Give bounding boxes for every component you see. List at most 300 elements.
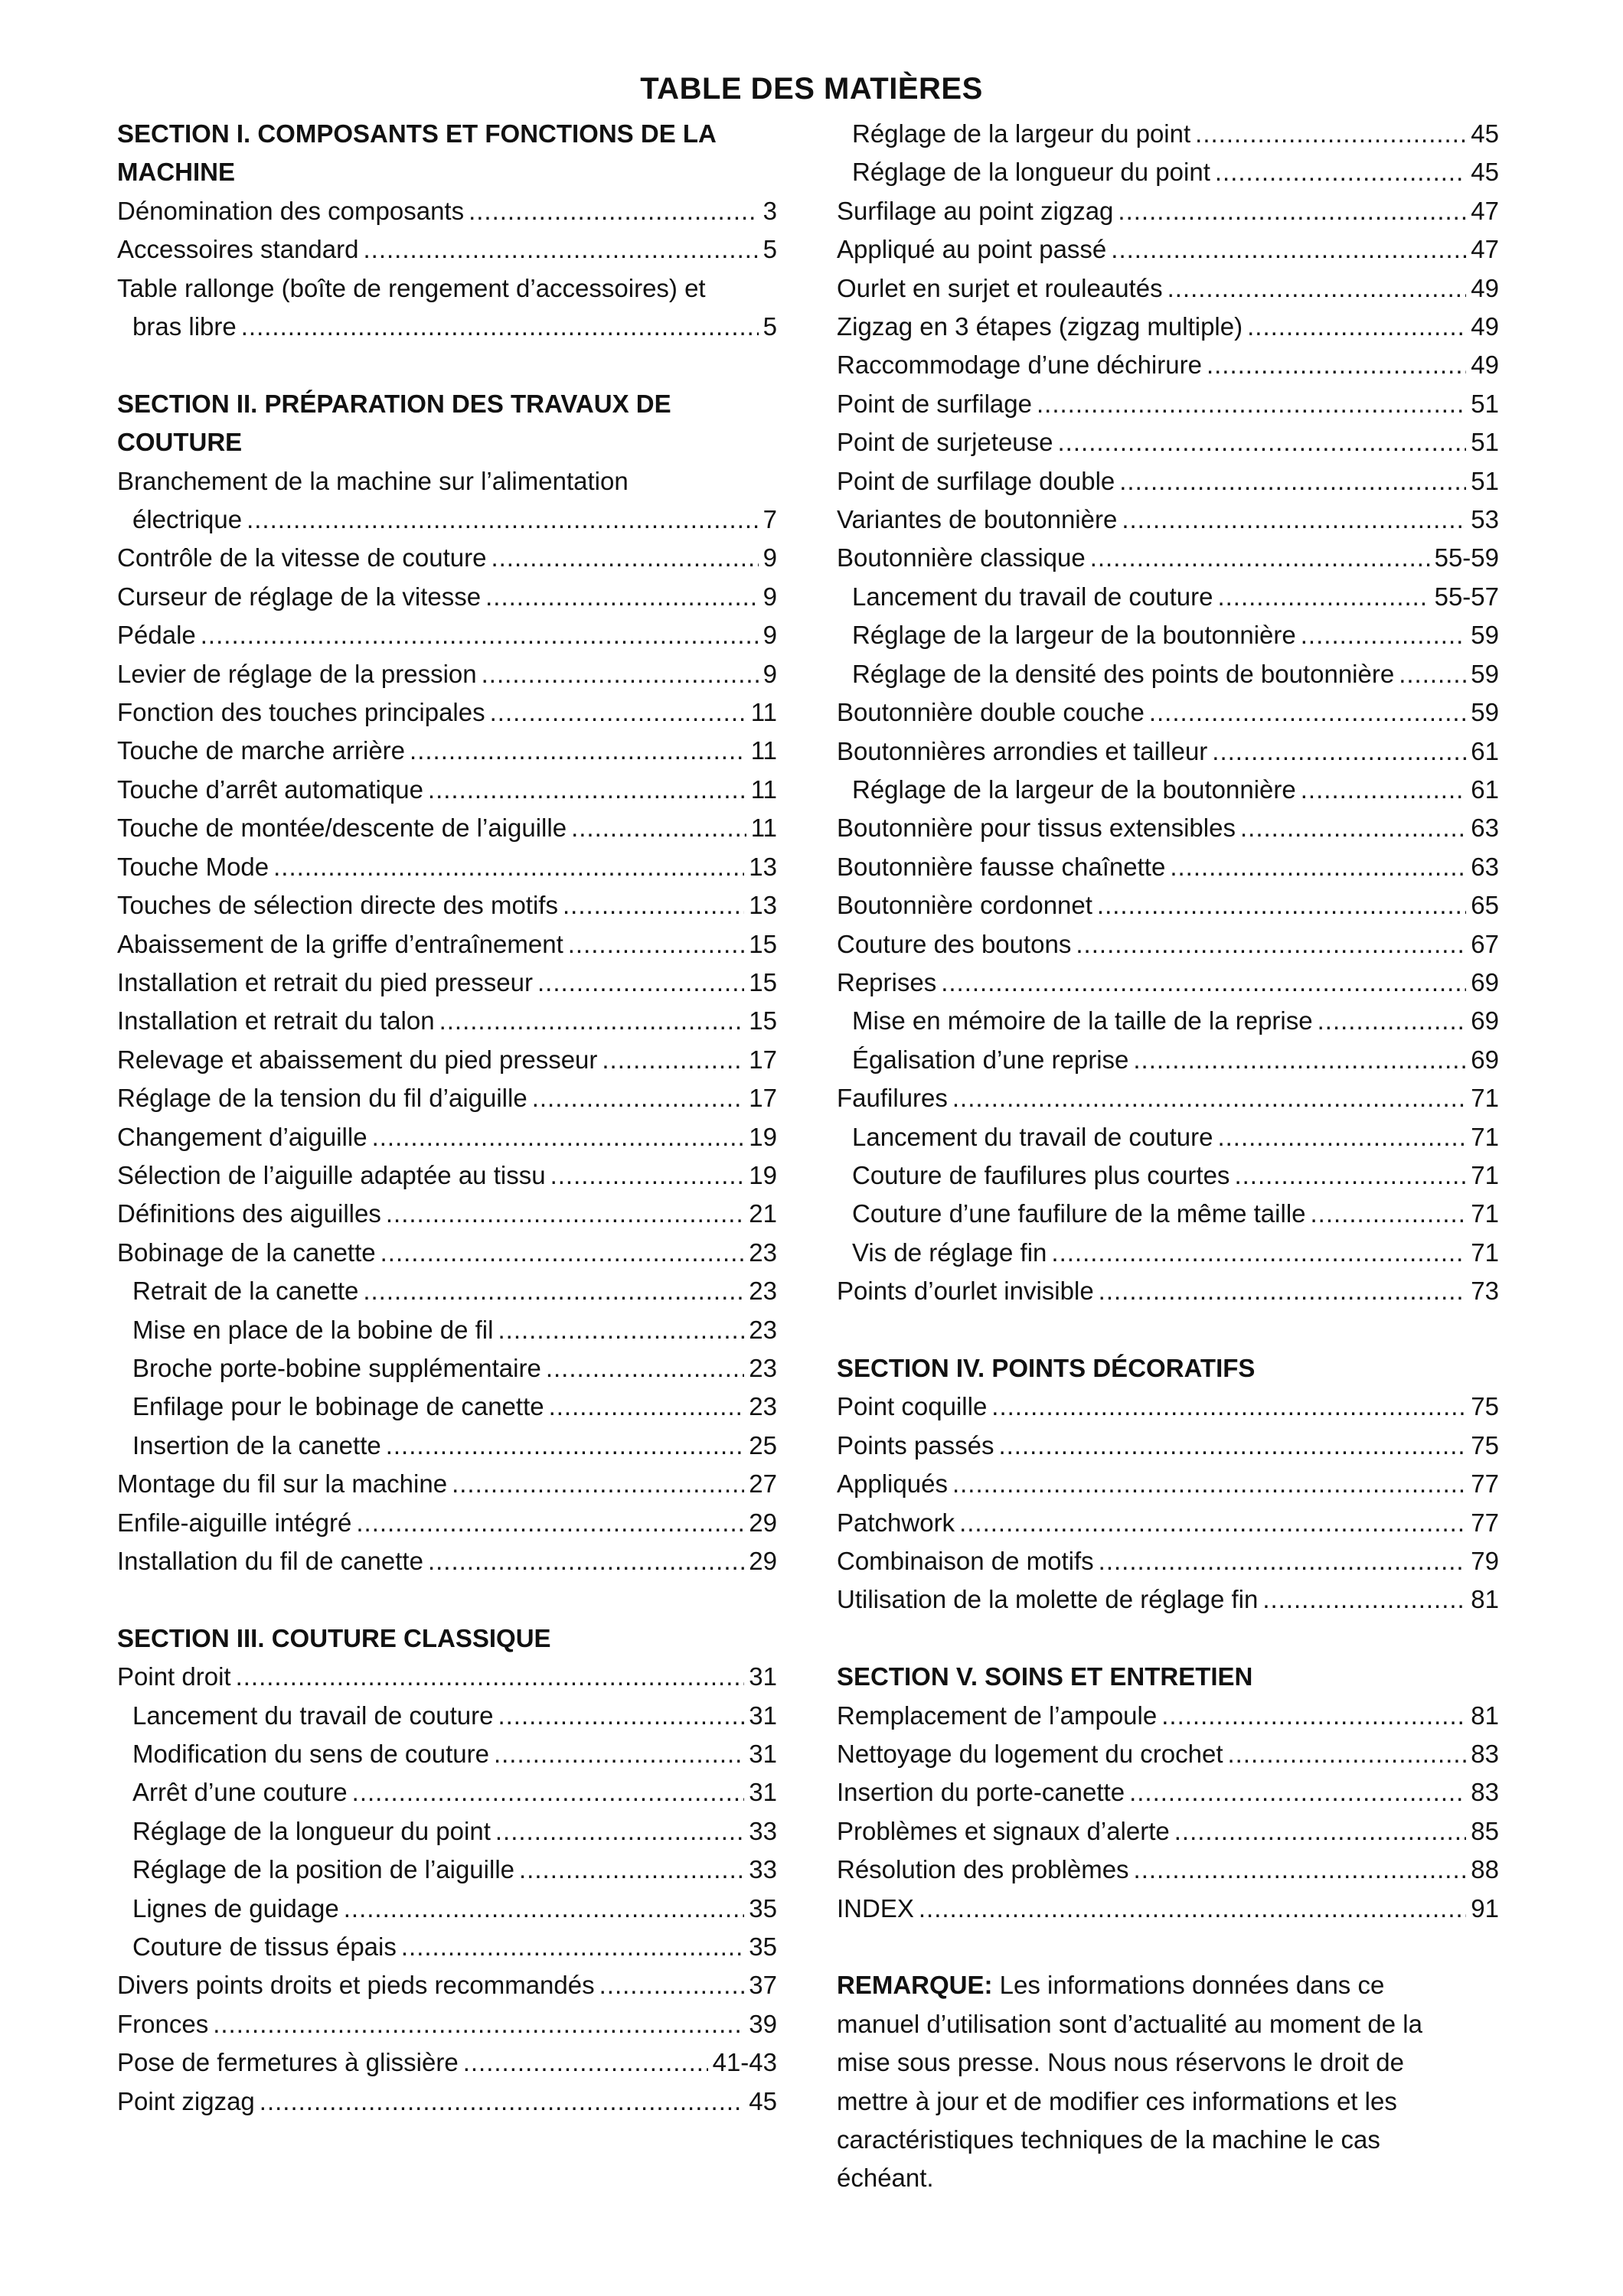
- toc-entry[interactable]: [117, 539, 777, 577]
- page-number: 71: [1471, 1238, 1499, 1267]
- toc-entry-label: Lignes de guidage: [132, 1893, 339, 1923]
- toc-entry-label: Points d’ourlet invisible: [837, 1277, 1094, 1306]
- toc-entry[interactable]: [117, 616, 777, 654]
- leader-dots: [941, 964, 1466, 1002]
- toc-entry[interactable]: [837, 1427, 1499, 1465]
- note-line: [837, 2159, 1499, 2197]
- toc-entry-label: Combinaison de motifs: [837, 1547, 1094, 1576]
- toc-entry-label: Installation du fil de canette: [117, 1547, 423, 1576]
- toc-entry-label: Mise en place de la bobine de fil: [132, 1315, 494, 1344]
- toc-entry-label: Branchement de la machine sur l’alimentation: [117, 466, 629, 495]
- toc-entry-label: Bobinage de la canette: [117, 1238, 376, 1267]
- toc-entry-label: Remplacement de l’ampoule: [837, 1701, 1158, 1730]
- toc-entry[interactable]: [117, 964, 777, 1002]
- leader-dots: [1301, 771, 1467, 809]
- toc-entry[interactable]: [837, 1272, 1499, 1310]
- leader-dots: [344, 1890, 745, 1928]
- note-line: [837, 2082, 1499, 2121]
- leader-dots: [546, 1349, 744, 1388]
- toc-entry-label: Couture de faufilures plus courtes: [852, 1160, 1230, 1189]
- toc-entry[interactable]: [117, 732, 777, 770]
- leader-dots: [428, 1542, 744, 1580]
- leader-dots: [550, 1156, 745, 1195]
- leader-dots: [1174, 1812, 1467, 1851]
- leader-dots: [236, 1658, 745, 1696]
- toc-entry-label: Nettoyage du logement du crochet: [837, 1740, 1223, 1769]
- page-number: 13: [749, 891, 777, 920]
- toc-entry-label: Réglage de la largeur de la boutonnière: [852, 775, 1296, 804]
- leader-dots: [1122, 501, 1466, 539]
- toc-entry-label: Problèmes et signaux d’alerte: [837, 1816, 1170, 1845]
- toc-entry-label: Insertion du porte-canette: [837, 1778, 1125, 1807]
- toc-entry[interactable]: [837, 964, 1499, 1002]
- page-number: 45: [749, 2086, 777, 2115]
- toc-entry-label: Appliqués: [837, 1469, 948, 1499]
- toc-entry[interactable]: [837, 1156, 1499, 1195]
- toc-entry-label: Boutonnières arrondies et tailleur: [837, 736, 1208, 765]
- page-number: 88: [1471, 1855, 1499, 1884]
- page-number: 5: [763, 312, 777, 341]
- toc-entry-label: Fronces: [117, 2009, 209, 2038]
- note-line: [837, 2121, 1499, 2159]
- page-number: 77: [1471, 1469, 1499, 1499]
- leader-dots: [352, 1773, 745, 1812]
- toc-entry-label: Touche de montée/descente de l’aiguille: [117, 814, 567, 843]
- toc-entry-label: Dénomination des composants: [117, 196, 465, 225]
- toc-entry[interactable]: [117, 771, 777, 809]
- toc-entry-label: bras libre: [132, 312, 237, 341]
- page-number: 33: [749, 1816, 777, 1845]
- toc-entry-label: Enfile-aiguille intégré: [117, 1508, 352, 1537]
- leader-dots: [469, 192, 759, 230]
- section-heading: SECTION IV. POINTS DÉCORATIFS: [837, 1353, 1256, 1382]
- leader-dots: [439, 1002, 745, 1040]
- page-number: 79: [1471, 1547, 1499, 1576]
- toc-entry[interactable]: [837, 1079, 1499, 1117]
- toc-entry-label: Utilisation de la molette de réglage fin: [837, 1585, 1259, 1614]
- page-number: 29: [749, 1508, 777, 1537]
- toc-entry[interactable]: [837, 1002, 1499, 1040]
- toc-entry[interactable]: [837, 308, 1499, 346]
- leader-dots: [1217, 1118, 1466, 1156]
- toc-section: [117, 385, 777, 1581]
- toc-entry[interactable]: [117, 1966, 777, 2004]
- toc-entry[interactable]: [117, 655, 777, 693]
- toc-entry[interactable]: [117, 1118, 777, 1156]
- page-number: 77: [1471, 1508, 1499, 1537]
- page-number: 15: [749, 929, 777, 958]
- toc-entry[interactable]: [837, 771, 1499, 809]
- toc-entry-label: Table rallonge (boîte de rengement d’accessoires) et: [117, 273, 706, 302]
- leader-dots: [428, 771, 746, 809]
- page-number: 23: [749, 1353, 777, 1382]
- section-heading: COUTURE: [117, 428, 243, 457]
- toc-entry[interactable]: [117, 1658, 777, 1696]
- toc-entry[interactable]: [837, 886, 1499, 925]
- section-heading: SECTION V. SOINS ET ENTRETIEN: [837, 1662, 1253, 1691]
- leader-dots: [1234, 1156, 1466, 1195]
- toc-entry[interactable]: [117, 308, 777, 346]
- toc-entry[interactable]: [837, 1697, 1499, 1735]
- page-number: 35: [749, 1893, 777, 1923]
- toc-entry[interactable]: [117, 1079, 777, 1117]
- leader-dots: [1099, 1542, 1467, 1580]
- leader-dots: [1037, 385, 1466, 423]
- toc-entry-label: Points passés: [837, 1430, 994, 1459]
- note-text: Les informations données dans ce: [992, 1971, 1385, 2000]
- page-number: 47: [1471, 196, 1499, 225]
- toc-entry[interactable]: [117, 2082, 777, 2121]
- toc-entry-label: Patchwork: [837, 1508, 955, 1537]
- toc-entry[interactable]: [117, 809, 777, 847]
- page-number: 31: [749, 1740, 777, 1769]
- page-number: 37: [749, 1971, 777, 2000]
- toc-entry[interactable]: [117, 192, 777, 230]
- toc-entry[interactable]: [117, 1349, 777, 1388]
- toc-entry-label: Vis de réglage fin: [852, 1238, 1047, 1267]
- toc-entry[interactable]: [837, 1234, 1499, 1272]
- toc-entry[interactable]: [117, 1311, 777, 1349]
- toc-entry-label: Égalisation d’une reprise: [852, 1045, 1129, 1074]
- toc-entry-label: Point zigzag: [117, 2086, 255, 2115]
- toc-entry[interactable]: [117, 886, 777, 925]
- leader-dots: [1058, 423, 1467, 461]
- page-number: 45: [1471, 119, 1499, 148]
- toc-entry-label: Lancement du travail de couture: [852, 582, 1213, 611]
- toc-entry[interactable]: [837, 346, 1499, 384]
- leader-dots: [1133, 1041, 1466, 1079]
- toc-entry[interactable]: [117, 1156, 777, 1195]
- page-number: 55-57: [1434, 582, 1499, 611]
- leader-dots: [1134, 1851, 1467, 1889]
- leader-dots: [959, 1504, 1466, 1542]
- toc-entry[interactable]: [117, 1928, 777, 1966]
- toc-entry[interactable]: [837, 732, 1499, 771]
- toc-entry-label: Installation et retrait du talon: [117, 1006, 435, 1035]
- leader-dots: [1097, 886, 1466, 925]
- leader-dots: [1195, 115, 1466, 153]
- page-number: 59: [1471, 659, 1499, 688]
- page-number: 31: [749, 1662, 777, 1691]
- toc-entry[interactable]: [117, 693, 777, 732]
- page-number: 27: [749, 1469, 777, 1499]
- page-number: 71: [1471, 1199, 1499, 1228]
- toc-entry[interactable]: [117, 1697, 777, 1735]
- toc-entry[interactable]: [837, 1812, 1499, 1851]
- page-number: 33: [749, 1855, 777, 1884]
- toc-entry[interactable]: [837, 655, 1499, 693]
- toc-entry[interactable]: [117, 1195, 777, 1233]
- toc-entry[interactable]: [837, 1735, 1499, 1773]
- toc-entry[interactable]: [837, 385, 1499, 423]
- leader-dots: [201, 616, 759, 654]
- page-number: 17: [749, 1045, 777, 1074]
- note-text: manuel d’utilisation sont d’actualité au moment de la: [837, 2009, 1422, 2038]
- toc-entry-label: Boutonnière fausse chaînette: [837, 852, 1166, 881]
- toc-entry[interactable]: [837, 848, 1499, 886]
- page-number: 23: [749, 1392, 777, 1421]
- leader-dots: [549, 1388, 745, 1426]
- toc-entry[interactable]: [117, 2043, 777, 2082]
- note-text: échéant.: [837, 2164, 934, 2193]
- toc-entry[interactable]: [117, 230, 777, 269]
- page-number: 71: [1471, 1122, 1499, 1151]
- toc-entry[interactable]: [117, 1041, 777, 1079]
- page-number: 69: [1471, 967, 1499, 996]
- toc-entry[interactable]: [837, 809, 1499, 847]
- toc-entry-label: Variantes de boutonnière: [837, 505, 1118, 534]
- toc-entry[interactable]: [117, 1427, 777, 1465]
- leader-dots: [1076, 925, 1466, 964]
- note-text: mettre à jour et de modifier ces informations et les: [837, 2086, 1397, 2115]
- toc-entry-label: Réglage de la longueur du point: [132, 1816, 491, 1845]
- toc-entry[interactable]: [117, 1234, 777, 1272]
- toc-entry[interactable]: [837, 693, 1499, 732]
- section-heading: MACHINE: [117, 158, 235, 187]
- toc-entry-label: Enfilage pour le bobinage de canette: [132, 1392, 544, 1421]
- toc-entry[interactable]: [837, 1195, 1499, 1233]
- toc-entry[interactable]: [837, 578, 1499, 616]
- leader-dots: [1051, 1234, 1466, 1272]
- toc-entry-label: Point de surfilage double: [837, 466, 1115, 495]
- leader-dots: [1240, 809, 1466, 847]
- toc-entry-label: Touche de marche arrière: [117, 736, 406, 765]
- toc-entry[interactable]: [117, 1735, 777, 1773]
- toc-entry-label: Pédale: [117, 621, 196, 650]
- page-number: 15: [749, 1006, 777, 1035]
- toc-entry-label: Réglage de la longueur du point: [852, 158, 1210, 187]
- toc-entry-label: Boutonnière pour tissus extensibles: [837, 814, 1236, 843]
- toc-entry[interactable]: [837, 1388, 1499, 1426]
- toc-entry[interactable]: [117, 1812, 777, 1851]
- toc-entry[interactable]: [837, 1041, 1499, 1079]
- leader-dots: [410, 732, 746, 770]
- page-number: 69: [1471, 1045, 1499, 1074]
- leader-dots: [491, 539, 758, 577]
- toc-entry[interactable]: [837, 1773, 1499, 1812]
- leader-dots: [490, 693, 746, 732]
- leader-dots: [1119, 462, 1466, 501]
- page-number: 83: [1471, 1778, 1499, 1807]
- toc-entry-label: Appliqué au point passé: [837, 235, 1107, 264]
- toc-entry[interactable]: [117, 1272, 777, 1310]
- page-number: 3: [763, 196, 777, 225]
- toc-entry[interactable]: [837, 1465, 1499, 1503]
- toc-left-column: [117, 115, 777, 2159]
- section-heading: SECTION III. COUTURE CLASSIQUE: [117, 1623, 551, 1652]
- page-number: 47: [1471, 235, 1499, 264]
- section-heading: SECTION II. PRÉPARATION DES TRAVAUX DE: [117, 389, 671, 418]
- page-number: 69: [1471, 1006, 1499, 1035]
- leader-dots: [273, 848, 744, 886]
- toc-entry[interactable]: [837, 1890, 1499, 1928]
- leader-dots: [1170, 848, 1466, 886]
- note-paragraph: [837, 1966, 1499, 2197]
- leader-dots: [498, 1311, 744, 1349]
- toc-entry-label: Couture d’une faufilure de la même taille: [852, 1199, 1306, 1228]
- toc-entry[interactable]: [117, 925, 777, 964]
- toc-entry[interactable]: [837, 423, 1499, 461]
- page-number: 55-59: [1434, 543, 1499, 572]
- page-number: 19: [749, 1160, 777, 1189]
- leader-dots: [998, 1427, 1466, 1465]
- page-number: 73: [1471, 1277, 1499, 1306]
- toc-entry-label: INDEX: [837, 1893, 914, 1923]
- toc-entry[interactable]: [837, 1118, 1499, 1156]
- leader-dots: [919, 1890, 1466, 1928]
- toc-entry[interactable]: [837, 269, 1499, 308]
- page-number: 63: [1471, 814, 1499, 843]
- leader-dots: [1167, 269, 1467, 308]
- note-text: mise sous presse. Nous nous réservons le droit de: [837, 2048, 1405, 2077]
- toc-entry-label: Lancement du travail de couture: [132, 1701, 494, 1730]
- page-number: 25: [749, 1430, 777, 1459]
- leader-dots: [495, 1812, 744, 1851]
- toc-entry-label: Arrêt d’une couture: [132, 1778, 348, 1807]
- page-number: 75: [1471, 1430, 1499, 1459]
- leader-dots: [372, 1118, 745, 1156]
- leader-dots: [498, 1697, 744, 1735]
- toc-entry-label: Réglage de la position de l’aiguille: [132, 1855, 515, 1884]
- toc-entry[interactable]: [117, 501, 777, 539]
- leader-dots: [247, 501, 759, 539]
- page-number: 59: [1471, 621, 1499, 650]
- toc-entry[interactable]: [117, 1002, 777, 1040]
- page-number: 9: [763, 543, 777, 572]
- leader-dots: [1149, 693, 1466, 732]
- toc-entry-label: Touche Mode: [117, 852, 269, 881]
- toc-entry[interactable]: [117, 1388, 777, 1426]
- toc-entry-label: Résolution des problèmes: [837, 1855, 1129, 1884]
- leader-dots: [1118, 192, 1466, 230]
- toc-entry[interactable]: [837, 616, 1499, 654]
- page-number: 41-43: [712, 2048, 777, 2077]
- leader-dots: [1318, 1002, 1467, 1040]
- toc-entry[interactable]: [837, 1504, 1499, 1542]
- note-label: REMARQUE:: [837, 1971, 993, 2000]
- toc-right-column: [837, 115, 1499, 2198]
- toc-entry-label: Lancement du travail de couture: [852, 1122, 1213, 1151]
- leader-dots: [1212, 732, 1466, 771]
- page-number: 5: [763, 235, 777, 264]
- page-number: 35: [749, 1932, 777, 1962]
- leader-dots: [532, 1079, 745, 1117]
- toc-entry[interactable]: [117, 578, 777, 616]
- section-heading: SECTION I. COMPOSANTS ET FONCTIONS DE LA: [117, 119, 717, 148]
- page-number: 15: [749, 967, 777, 996]
- leader-dots: [1301, 616, 1467, 654]
- toc-entry[interactable]: [837, 925, 1499, 964]
- toc-entry-label: Retrait de la canette: [132, 1277, 359, 1306]
- toc-entry[interactable]: [837, 1542, 1499, 1580]
- leader-dots: [1111, 230, 1466, 269]
- toc-entry[interactable]: [117, 2005, 777, 2043]
- toc-entry[interactable]: [117, 1465, 777, 1503]
- toc-entry[interactable]: [837, 153, 1499, 191]
- toc-entry[interactable]: [837, 115, 1499, 153]
- page-number: 83: [1471, 1740, 1499, 1769]
- toc-entry-label: Divers points droits et pieds recommandés: [117, 1971, 595, 2000]
- leader-dots: [380, 1234, 745, 1272]
- leader-dots: [213, 2005, 744, 2043]
- toc-entry[interactable]: [117, 848, 777, 886]
- toc-entry[interactable]: [837, 1851, 1499, 1889]
- toc-entry-label: Couture des boutons: [837, 929, 1072, 958]
- toc-entry-label: Montage du fil sur la machine: [117, 1469, 448, 1499]
- toc-section: [837, 115, 1499, 1311]
- page-number: 9: [763, 659, 777, 688]
- page-number: 9: [763, 621, 777, 650]
- toc-entry[interactable]: [117, 1890, 777, 1928]
- toc-entry-label: Changement d’aiguille: [117, 1122, 367, 1151]
- leader-dots: [1247, 308, 1466, 346]
- leader-dots: [602, 1041, 744, 1079]
- leader-dots: [1215, 153, 1466, 191]
- toc-entry[interactable]: [837, 462, 1499, 501]
- leader-dots: [482, 655, 759, 693]
- leader-dots: [1217, 578, 1429, 616]
- toc-entry-label: Boutonnière cordonnet: [837, 891, 1092, 920]
- leader-dots: [991, 1388, 1466, 1426]
- leader-dots: [1090, 539, 1430, 577]
- toc-entry-label: Réglage de la densité des points de boutonnière: [852, 659, 1395, 688]
- page-number: 61: [1471, 736, 1499, 765]
- leader-dots: [952, 1465, 1466, 1503]
- toc-entry-label: Point de surjeteuse: [837, 428, 1053, 457]
- toc-entry[interactable]: [837, 501, 1499, 539]
- page-number: 13: [749, 852, 777, 881]
- toc-entry[interactable]: [117, 1851, 777, 1889]
- page-number: 31: [749, 1701, 777, 1730]
- toc-entry-label: Broche porte-bobine supplémentaire: [132, 1353, 541, 1382]
- toc-entry-label: Fonction des touches principales: [117, 698, 485, 727]
- toc-entry[interactable]: [837, 539, 1499, 577]
- page-number: 39: [749, 2009, 777, 2038]
- toc-entry-label: Contrôle de la vitesse de couture: [117, 543, 487, 572]
- page-number: 53: [1471, 505, 1499, 534]
- page-number: 23: [749, 1238, 777, 1267]
- toc-entry[interactable]: [117, 1773, 777, 1812]
- toc-entry[interactable]: [117, 1542, 777, 1580]
- toc-entry[interactable]: [837, 230, 1499, 269]
- toc-section: [117, 115, 777, 346]
- leader-dots: [1161, 1697, 1466, 1735]
- leader-dots: [571, 809, 746, 847]
- page-number: 75: [1471, 1392, 1499, 1421]
- toc-section: [837, 1349, 1499, 1619]
- leader-dots: [386, 1427, 745, 1465]
- page-number: 81: [1471, 1701, 1499, 1730]
- page-number: 49: [1471, 351, 1499, 380]
- toc-entry[interactable]: [837, 192, 1499, 230]
- toc-entry-label: Relevage et abaissement du pied presseur: [117, 1045, 598, 1074]
- toc-section: [117, 1619, 777, 2121]
- toc-entry-label: Modification du sens de couture: [132, 1740, 489, 1769]
- toc-entry[interactable]: [837, 1580, 1499, 1619]
- page-number: 81: [1471, 1585, 1499, 1614]
- leader-dots: [1129, 1773, 1466, 1812]
- leader-dots: [1311, 1195, 1467, 1233]
- leader-dots: [1228, 1735, 1467, 1773]
- page-number: 49: [1471, 273, 1499, 302]
- toc-entry-label: Accessoires standard: [117, 235, 359, 264]
- page-number: 7: [763, 505, 777, 534]
- toc-entry-label: Réglage de la largeur de la boutonnière: [852, 621, 1296, 650]
- page-number: 17: [749, 1084, 777, 1113]
- toc-entry-label: Raccommodage d’une déchirure: [837, 351, 1202, 380]
- toc-entry[interactable]: [117, 1504, 777, 1542]
- page-number: 11: [750, 736, 777, 765]
